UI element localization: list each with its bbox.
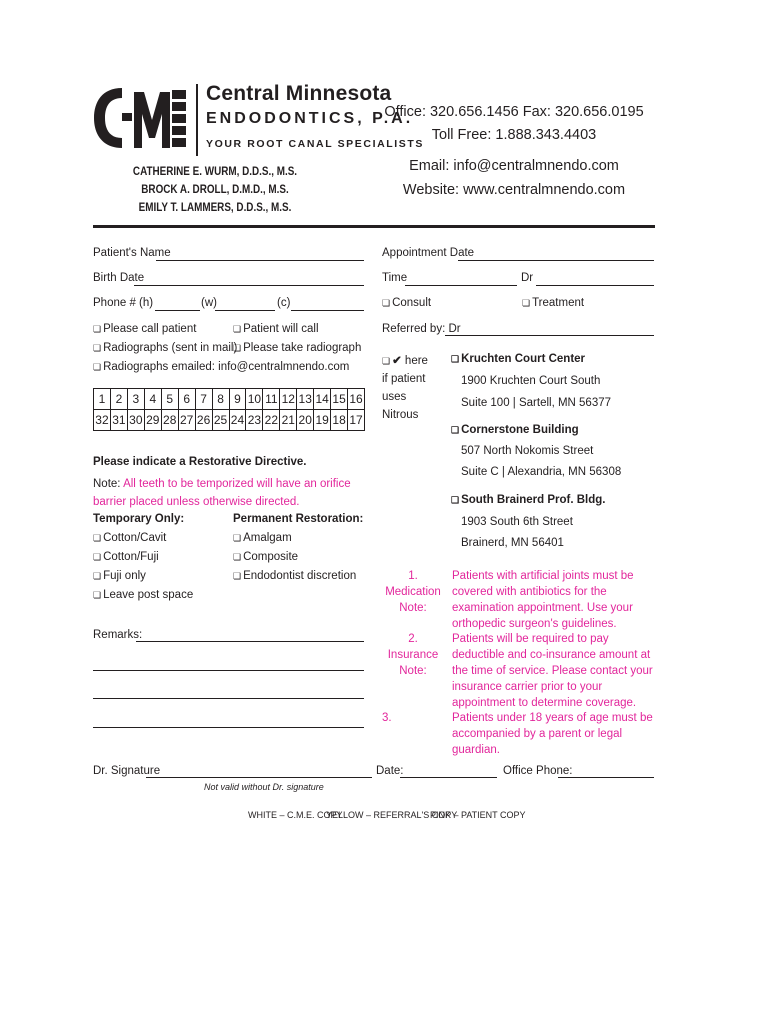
treatment-checkbox[interactable]: ❏ Treatment: [522, 297, 584, 309]
tooth-15[interactable]: 15: [331, 389, 348, 410]
office-phone-field[interactable]: [558, 777, 654, 778]
logo: [92, 80, 192, 155]
barrier-note: [93, 475, 363, 511]
signature-note: Not valid without Dr. signature: [204, 782, 324, 792]
remarks-line-2[interactable]: [93, 670, 364, 671]
phone-c-label: (c): [277, 297, 291, 309]
medication-label-2: Note:: [399, 602, 427, 614]
office-phone-label: Office Phone:: [503, 765, 573, 777]
medication-note-text: Patients with artificial joints must be covered with antibiotics for the examination appointment. Use your orthopedic surgeon's guidelines.: [452, 570, 634, 630]
note-label: Note:: [93, 478, 121, 490]
tooth-5[interactable]: 5: [161, 389, 178, 410]
remarks-line-1[interactable]: [136, 641, 364, 642]
tooth-16[interactable]: 16: [348, 389, 365, 410]
patient-name-field[interactable]: [156, 260, 364, 261]
remarks-line-3[interactable]: [93, 698, 364, 699]
office-fax: Office: 320.656.1456 Fax: 320.656.0195: [384, 104, 644, 120]
tooth-28[interactable]: 28: [161, 410, 178, 431]
signature-label: Dr. Signature: [93, 765, 161, 777]
tooth-27[interactable]: 27: [178, 410, 195, 431]
minor-note-label: 3.: [382, 712, 392, 724]
phone-w-field[interactable]: [215, 310, 275, 311]
radiographs-emailed-checkbox[interactable]: ❏ Radiographs emailed: info@centralmnendo.com: [93, 361, 349, 373]
referred-by-label: Referred by: Dr: [382, 323, 461, 335]
tooth-7[interactable]: 7: [195, 389, 212, 410]
time-field[interactable]: [405, 285, 517, 286]
nitrous-line3: uses: [382, 391, 407, 403]
tooth-13[interactable]: 13: [297, 389, 314, 410]
referred-by-field[interactable]: [445, 335, 654, 336]
date-field[interactable]: [400, 777, 497, 778]
temp-cotton-fuji-checkbox[interactable]: ❏ Cotton/Fuji: [93, 551, 159, 563]
cme-logo-icon: [92, 80, 192, 155]
tooth-10[interactable]: 10: [246, 389, 263, 410]
dr-label: Dr: [521, 272, 534, 284]
doctor-1: CATHERINE E. WURM, D.D.S., M.S.: [132, 166, 298, 178]
signature-field[interactable]: [146, 777, 372, 778]
check-mark-icon: ✔: [392, 355, 402, 367]
insurance-label-2: Note:: [399, 665, 427, 677]
phone-h-label: Phone # (h): [93, 297, 154, 309]
appointment-date-label: Appointment Date: [382, 247, 475, 259]
nitrous-line2: if patient: [382, 373, 426, 385]
phone-c-field[interactable]: [291, 310, 364, 311]
perm-amalgam-checkbox[interactable]: ❏ Amalgam: [233, 532, 292, 544]
tooth-26[interactable]: 26: [195, 410, 212, 431]
tooth-24[interactable]: 24: [229, 410, 246, 431]
tooth-25[interactable]: 25: [212, 410, 229, 431]
location-1-line1: 1900 Kruchten Court South: [461, 375, 601, 387]
doctor-2: BROCK A. DROLL, D.M.D., M.S.: [141, 184, 289, 196]
brand-tagline: YOUR ROOT CANAL SPECIALISTS: [206, 138, 425, 150]
please-take-checkbox[interactable]: ❏ Please take radiograph: [233, 342, 361, 354]
logo-divider: [196, 84, 198, 156]
tooth-11[interactable]: 11: [263, 389, 280, 410]
footer-pink-copy: PINK – PATIENT COPY: [430, 810, 526, 820]
tooth-19[interactable]: 19: [314, 410, 331, 431]
remarks-label: Remarks:: [93, 629, 143, 641]
tooth-2[interactable]: 2: [110, 389, 127, 410]
tooth-31[interactable]: 31: [110, 410, 127, 431]
website: Website: www.centralmnendo.com: [402, 182, 626, 198]
location-2-line1: 507 North Nokomis Street: [461, 445, 594, 457]
insurance-note-label: [382, 631, 444, 679]
location-1-line2: Suite 100 | Sartell, MN 56377: [461, 397, 612, 409]
temporary-heading: Temporary Only:: [93, 513, 185, 525]
insurance-note-text: Patients will be required to pay deductible and co-insurance amount at the time of service. Please contact your insurance carrier prior to your appointment to determine coverage.: [452, 633, 653, 709]
note-text: All teeth to be temporized will have an orifice barrier placed unless otherwise directed.: [93, 478, 351, 508]
nitrous-here: here: [404, 355, 428, 367]
patient-will-call-checkbox[interactable]: ❏ Patient will call: [233, 323, 319, 335]
tooth-4[interactable]: 4: [144, 389, 161, 410]
tooth-8[interactable]: 8: [212, 389, 229, 410]
doctor-3: EMILY T. LAMMERS, D.D.S., M.S.: [138, 202, 292, 214]
perm-composite-checkbox[interactable]: ❏ Composite: [233, 551, 298, 563]
please-call-checkbox[interactable]: ❏ Please call patient: [93, 323, 196, 335]
phone-w-label: (w): [201, 297, 217, 309]
radiographs-sent-checkbox[interactable]: ❏ Radiographs (sent in mail): [93, 342, 237, 354]
birth-date-field[interactable]: [134, 285, 364, 286]
date-label: Date:: [376, 765, 404, 777]
email: Email: info@centralmnendo.com: [409, 158, 619, 174]
tooth-23[interactable]: 23: [246, 410, 263, 431]
location-3-line2: Brainerd, MN 56401: [461, 537, 564, 549]
tooth-1[interactable]: 1: [94, 389, 111, 410]
temp-cotton-cavit-checkbox[interactable]: ❏ Cotton/Cavit: [93, 532, 166, 544]
teeth-chart: [93, 388, 365, 431]
tooth-32[interactable]: 32: [94, 410, 111, 431]
footer-yellow-copy: YELLOW – REFERRAL'S COPY: [326, 810, 458, 820]
tooth-22[interactable]: 22: [263, 410, 280, 431]
tooth-17[interactable]: 17: [348, 410, 365, 431]
location-1-checkbox[interactable]: ❏ Kruchten Court Center: [451, 353, 585, 365]
dr-field[interactable]: [536, 285, 654, 286]
restorative-heading: Please indicate a Restorative Directive.: [93, 456, 307, 468]
header-rule: [93, 225, 655, 228]
insurance-label-1: 2. Insurance: [387, 633, 439, 661]
tooth-9[interactable]: 9: [229, 389, 246, 410]
tooth-20[interactable]: 20: [297, 410, 314, 431]
appointment-date-field[interactable]: [458, 260, 654, 261]
perm-endodontist-checkbox[interactable]: ❏ Endodontist discretion: [233, 570, 356, 582]
tooth-18[interactable]: 18: [331, 410, 348, 431]
tooth-14[interactable]: 14: [314, 389, 331, 410]
tooth-6[interactable]: 6: [178, 389, 195, 410]
location-3-checkbox[interactable]: ❏ South Brainerd Prof. Bldg.: [451, 494, 605, 506]
medication-label-1: 1. Medication: [385, 570, 441, 598]
temp-leave-post-checkbox[interactable]: ❏ Leave post space: [93, 589, 193, 601]
temp-fuji-only-checkbox[interactable]: ❏ Fuji only: [93, 570, 146, 582]
location-3-line1: 1903 South 6th Street: [461, 516, 573, 528]
patient-name-label: Patient's Name: [93, 247, 171, 259]
medication-note-label: [382, 568, 444, 616]
nitrous-line4: Nitrous: [382, 409, 419, 421]
footer-white-copy: WHITE – C.M.E. COPY: [248, 810, 343, 820]
toll-free: Toll Free: 1.888.343.4403: [431, 127, 597, 143]
remarks-line-4[interactable]: [93, 727, 364, 728]
permanent-heading: Permanent Restoration:: [233, 513, 364, 525]
minor-note-text: Patients under 18 years of age must be accompanied by a parent or legal guardian.: [452, 712, 653, 756]
tooth-29[interactable]: 29: [144, 410, 161, 431]
nitrous-block[interactable]: [382, 352, 428, 424]
tooth-3[interactable]: 3: [127, 389, 144, 410]
location-2-line2: Suite C | Alexandria, MN 56308: [461, 466, 622, 478]
tooth-21[interactable]: 21: [280, 410, 297, 431]
consult-checkbox[interactable]: ❏ Consult: [382, 297, 431, 309]
tooth-12[interactable]: 12: [280, 389, 297, 410]
birth-date-label: Birth Date: [93, 272, 145, 284]
phone-h-field[interactable]: [155, 310, 200, 311]
location-2-checkbox[interactable]: ❏ Cornerstone Building: [451, 424, 579, 436]
nitrous-checkbox-icon[interactable]: [382, 355, 392, 367]
time-label: Time: [382, 272, 408, 284]
brand-subtitle: ENDODONTICS, P.A.: [206, 110, 414, 127]
tooth-30[interactable]: 30: [127, 410, 144, 431]
brand-name: Central Minnesota: [206, 82, 392, 105]
